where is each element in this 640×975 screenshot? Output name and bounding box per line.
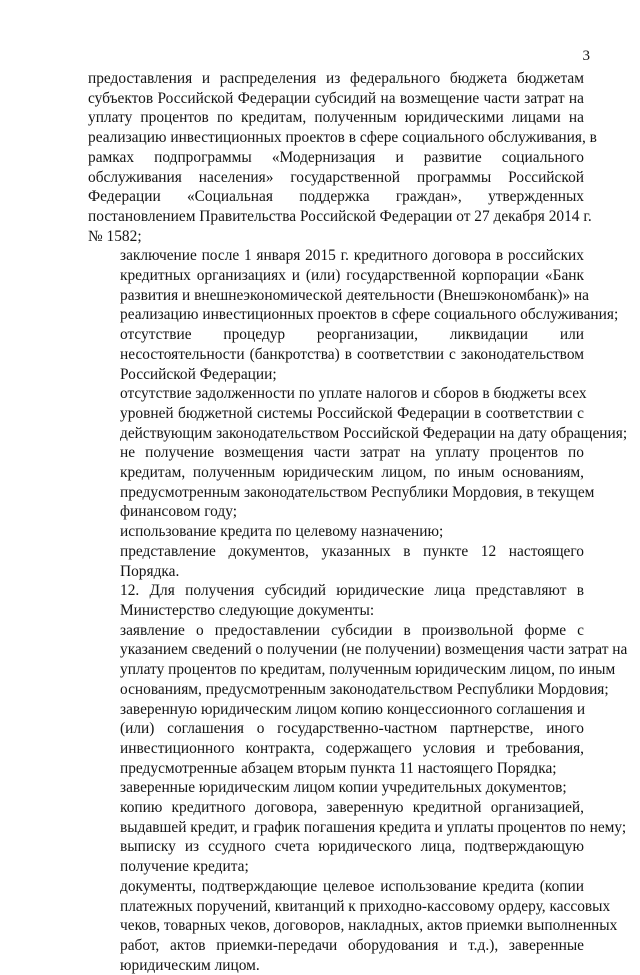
text-line: заверенные юридическим лицом копии учредительных документов; [120, 779, 567, 797]
paragraph [88, 69, 597, 246]
text-line: заявление о предоставлении субсидии в произвольной форме с [120, 621, 584, 639]
text-line: реализацию инвестиционных проектов в сфере социального обслуживания, в [88, 129, 597, 147]
text-line: заверенную юридическим лицом копию концессионного соглашения и [120, 700, 586, 718]
document-body [88, 69, 628, 975]
paragraph [88, 325, 584, 384]
text-line: использование кредита по целевому назначению; [120, 523, 444, 541]
text-line: несостоятельности (банкротства) в соответствии с законодательством [120, 345, 584, 363]
text-line: заключение после 1 января 2015 г. кредитного договора в российских [120, 247, 584, 265]
text-line: постановлением Правительства Российской Федерации от 27 декабря 2014 г. [88, 207, 592, 225]
text-line: платежных поручений, квитанций к приходно-кассовому ордеру, кассовых [120, 897, 611, 915]
text-line: предусмотренным законодательством Республики Мордовия, в текущем [120, 483, 595, 501]
text-line: реализацию инвестиционных проектов в сфере социального обслуживания; [120, 306, 619, 324]
paragraph [88, 837, 584, 876]
text-line: предоставления и распределения из федерального бюджета бюджетам [88, 70, 584, 87]
paragraph [88, 581, 584, 620]
text-line: представление документов, указанных в пункте 12 настоящего [120, 542, 584, 560]
text-line: Российской Федерации; [120, 365, 277, 383]
text-line: предусмотренные абзацем вторым пункта 11 настоящего Порядка; [120, 759, 557, 777]
text-line: выписку из ссудного счета юридического лица, подтверждающую [120, 838, 584, 856]
paragraph [88, 700, 584, 779]
text-line: Министерство следующие документы: [120, 601, 375, 619]
paragraph [88, 778, 584, 798]
text-line: № 1582; [88, 227, 142, 245]
text-line: отсутствие задолженности по уплате налогов и сборов в бюджеты всех [120, 385, 587, 403]
text-line: копию кредитного договора, заверенную кредитной организацией, [120, 799, 584, 817]
paragraph [88, 621, 628, 700]
text-line: отсутствие процедур реорганизации, ликвидации или [120, 326, 584, 344]
text-line: уплату процентов по кредитам, полученным юридическим лицом, по иным [120, 661, 616, 679]
text-line: работ, актов приемки-передачи оборудования и т.д.), заверенные [120, 936, 584, 954]
text-line: развития и внешнеэкономической деятельности (Внешэкономбанк)» на [120, 286, 589, 304]
text-line: получение кредита; [120, 858, 249, 876]
text-line: субъектов Российской Федерации субсидий на возмещение части затрат на [88, 89, 584, 107]
paragraph [88, 798, 627, 837]
paragraph [88, 246, 619, 325]
text-line: финансовом году; [120, 503, 237, 521]
text-line: не получение возмещения части затрат на уплату процентов по [120, 444, 584, 462]
paragraph [88, 542, 584, 581]
text-line: кредитных организациях и (или) государственной корпорации «Банк [120, 267, 584, 285]
text-line: рамках подпрограммы «Модернизация и развитие социального [88, 148, 584, 166]
paragraph [88, 522, 584, 542]
paragraph [88, 443, 595, 522]
text-line: чеков, товарных чеков, договоров, накладных, актов приемки выполненных [120, 917, 618, 935]
text-line: действующим законодательством Российской Федерации на дату обращения; [120, 424, 628, 442]
text-line: инвестиционного контракта, содержащего условия и требования, [120, 739, 584, 757]
text-line: уровней бюджетной системы Российской Федерации в соответствии с [120, 404, 584, 422]
paragraph [88, 384, 628, 443]
text-line: выдавшей кредит, и график погашения кредита и уплаты процентов по нему; [120, 818, 627, 836]
text-line: юридическим лицом. [120, 956, 260, 974]
text-line: 12. Для получения субсидий юридические лица представляют в [120, 582, 584, 600]
page-number: 3 [582, 48, 590, 64]
text-line: основаниям, предусмотренным законодательством Республики Мордовия; [120, 680, 609, 698]
text-line: Федерации «Социальная поддержка граждан», утвержденных [88, 188, 584, 206]
text-line: обслуживания населения» государственной программы Российской [88, 168, 584, 186]
text-line: указанием сведений о получении (не получении) возмещения части затрат на [120, 641, 628, 659]
text-line: документы, подтверждающие целевое использование кредита (копии [120, 877, 584, 895]
text-line: (или) соглашения о государственно-частном партнерстве, иного [120, 720, 584, 738]
paragraph [88, 877, 618, 975]
text-line: кредитам, полученным юридическим лицом, по иным основаниям, [120, 464, 584, 482]
text-line: Порядка. [120, 562, 180, 580]
text-line: уплату процентов по кредитам, полученным юридическими лицами на [88, 109, 584, 127]
